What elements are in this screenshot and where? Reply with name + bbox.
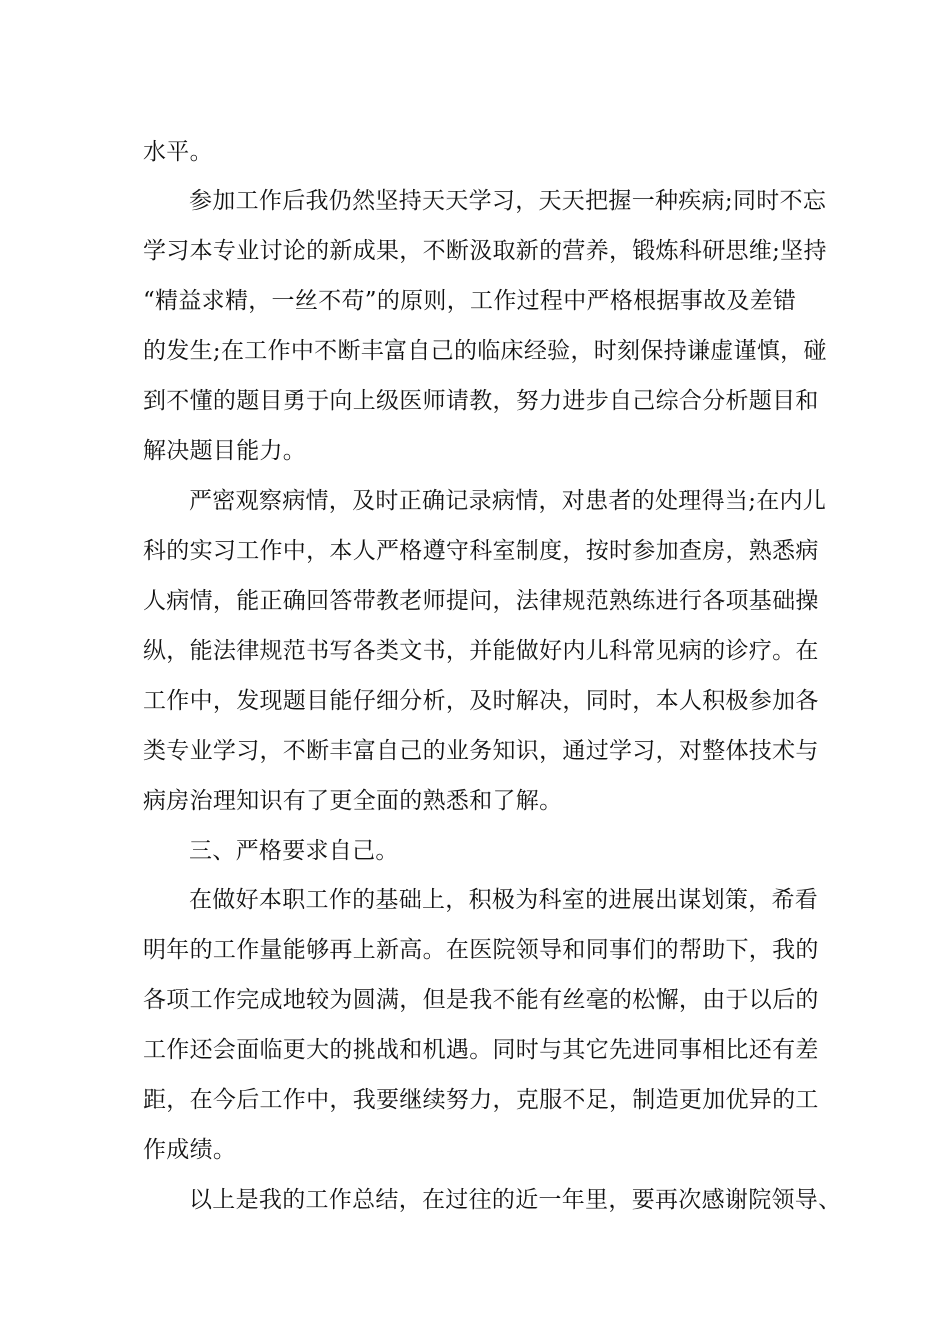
text-line-6: 到不懂的题目勇于向上级医师请教，努力进步自己综合分析题目和 xyxy=(143,388,819,414)
text-line-20: 距，在今后工作中，我要继续努力，克服不足，制造更加优异的工 xyxy=(143,1087,819,1113)
text-line-5: 的发生;在工作中不断丰富自己的临床经验，时刻保持谦虚谨慎，碰 xyxy=(143,338,827,364)
text-line-17: 明年的工作量能够再上新高。在医院领导和同事们的帮助下，我的 xyxy=(143,937,819,963)
text-line-1: 水平。 xyxy=(143,139,213,165)
text-line-19: 工作还会面临更大的挑战和机遇。同时与其它先进同事相比还有差 xyxy=(143,1037,819,1063)
text-line-9: 科的实习工作中，本人严格遵守科室制度，按时参加查房，熟悉病 xyxy=(143,538,819,564)
text-line-14: 病房治理知识有了更全面的熟悉和了解。 xyxy=(143,788,563,814)
section-heading: 三、严格要求自己。 xyxy=(189,838,399,864)
text-line-11: 纵，能法律规范书写各类文书，并能做好内儿科常见病的诊疗。在 xyxy=(143,638,819,664)
text-line-13: 类专业学习，不断丰富自己的业务知识，通过学习，对整体技术与 xyxy=(143,738,819,764)
text-line-10: 人病情，能正确回答带教老师提问，法律规范熟练进行各项基础操 xyxy=(143,588,819,614)
text-line-8: 严密观察病情，及时正确记录病情，对患者的处理得当;在内儿 xyxy=(189,488,827,514)
text-line-21: 作成绩。 xyxy=(143,1137,237,1163)
text-line-4: “精益求精，一丝不苟”的原则，工作过程中严格根据事故及差错 xyxy=(143,288,797,314)
text-line-7: 解决题目能力。 xyxy=(143,438,307,464)
text-line-2: 参加工作后我仍然坚持天天学习，天天把握一种疾病;同时不忘 xyxy=(189,188,827,214)
text-line-3: 学习本专业讨论的新成果，不断汲取新的营养，锻炼科研思维;坚持 xyxy=(143,238,827,264)
text-line-18: 各项工作完成地较为圆满，但是我不能有丝毫的松懈，由于以后的 xyxy=(143,987,819,1013)
text-line-22: 以上是我的工作总结，在过往的近一年里，要再次感谢院领导、 xyxy=(189,1187,842,1213)
text-line-16: 在做好本职工作的基础上，积极为科室的进展出谋划策，希看 xyxy=(189,887,819,913)
text-line-12: 工作中，发现题目能仔细分析，及时解决，同时，本人积极参加各 xyxy=(143,688,819,714)
